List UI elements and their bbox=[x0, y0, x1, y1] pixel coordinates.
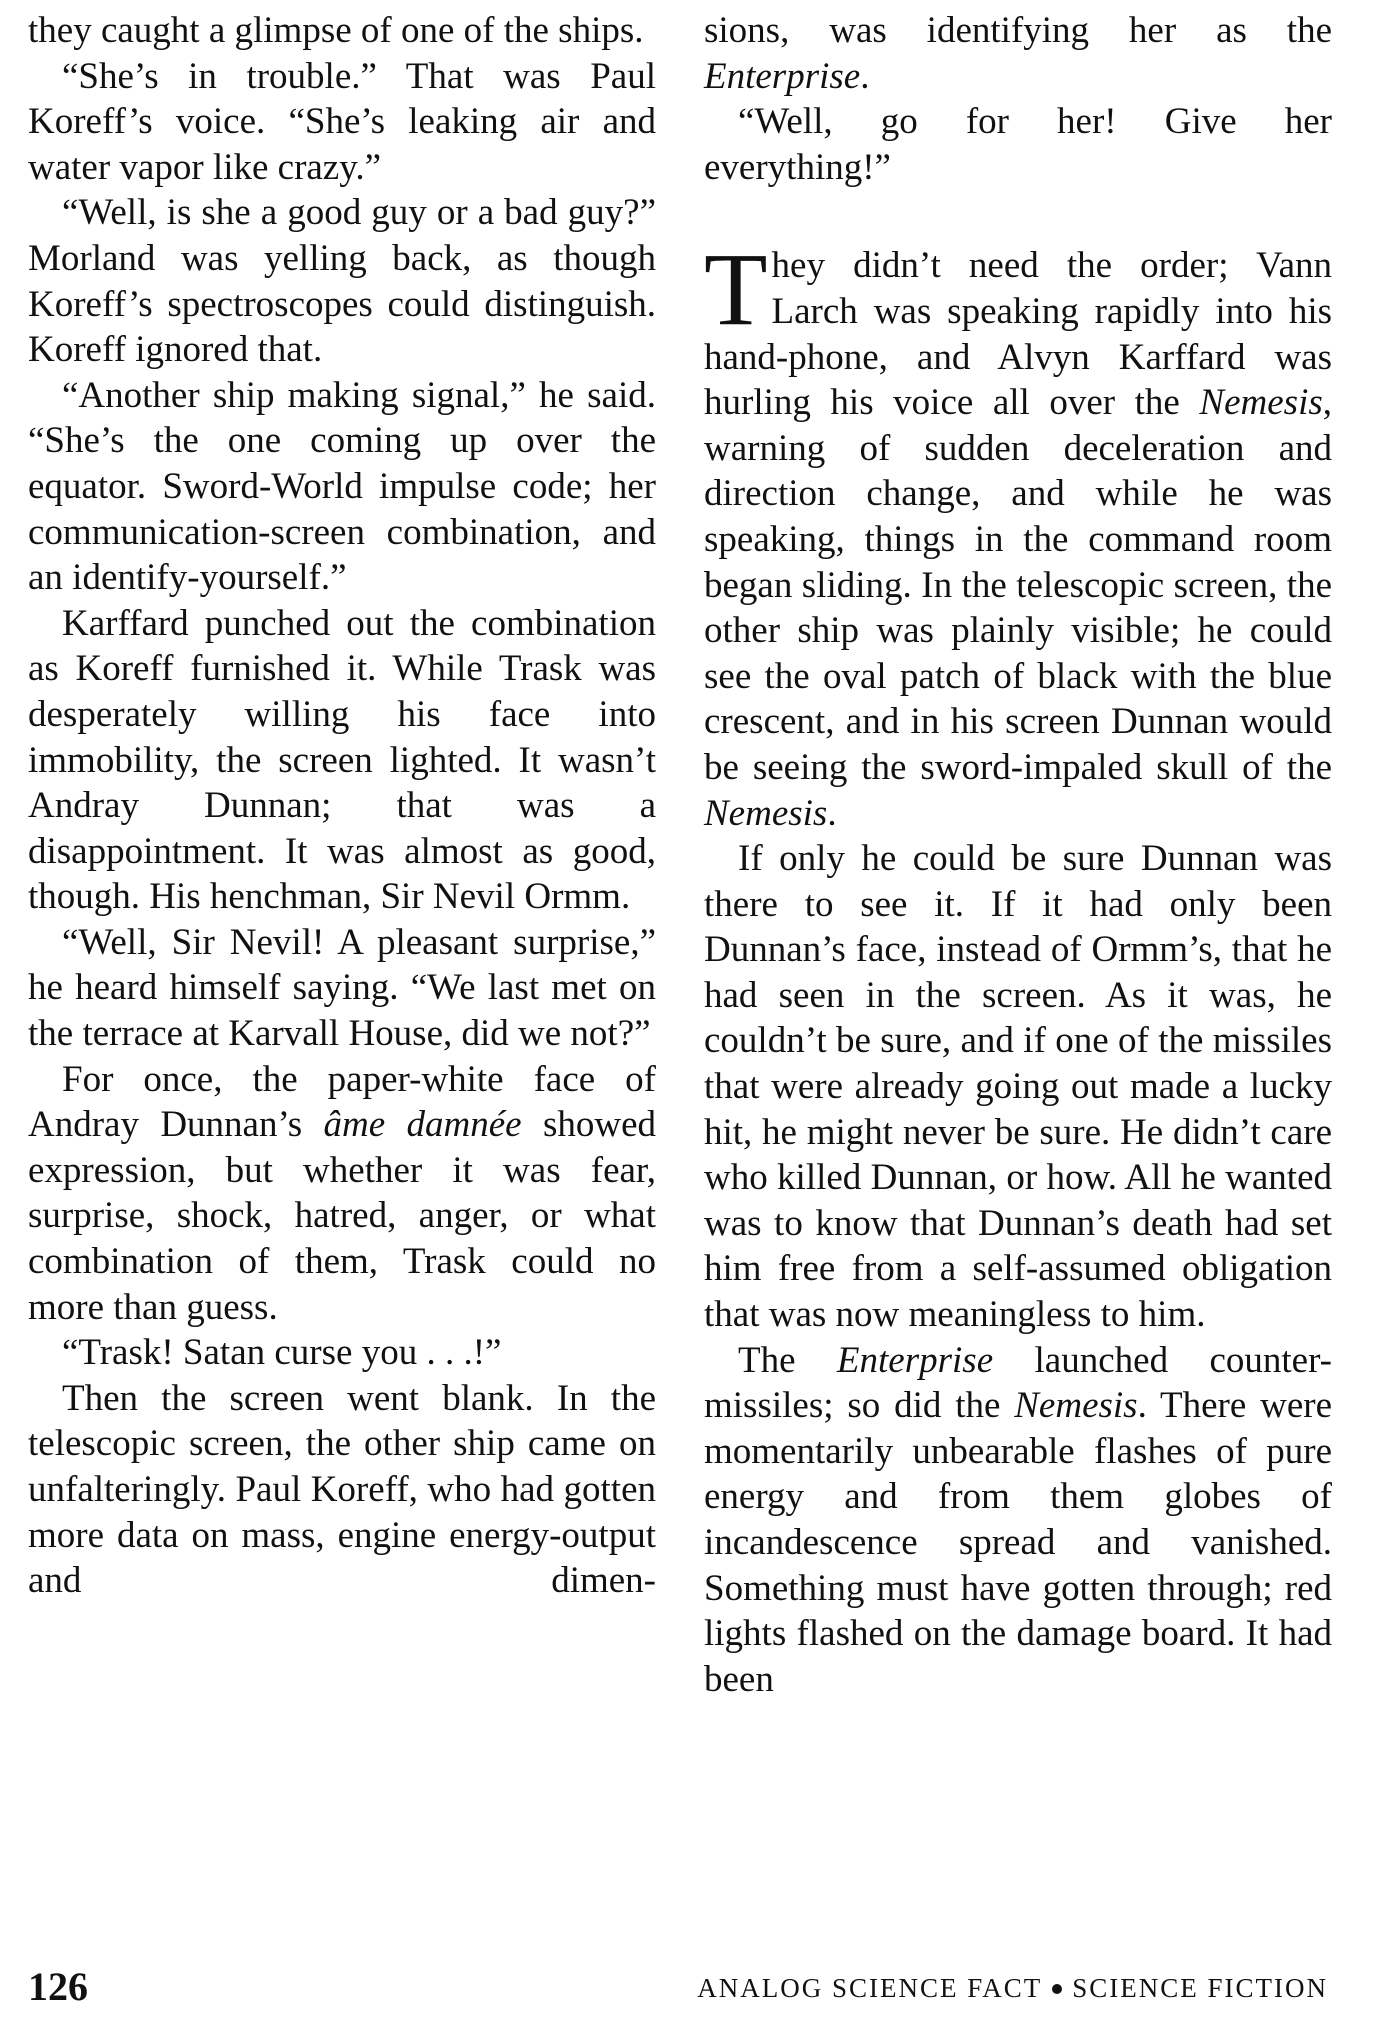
paragraph: Then the screen went blank. In the telescopic screen, the other ship came on unfalteringly. Paul Koreff, who had gotten more data on mass, engine energy-output and dimen- bbox=[28, 1377, 656, 1602]
section-start-paragraph bbox=[704, 232, 1332, 836]
text-run: . bbox=[827, 792, 837, 834]
paragraph: Karffard punched out the combination as Koreff furnished it. While Trask was desperately willing his face into immobility, the screen lighted. It wasn’t Andray Dunnan; that was a disappointment. It was almost as good, though. His henchman, Sir Nevil Ormm. bbox=[28, 602, 656, 918]
paragraph: If only he could be sure Dunnan was there to see it. If it had only been Dunnan’s face, instead of Ormm’s, that he had seen in the screen. As it was, he couldn’t be sure, and if one of the missiles that were already going out made a lucky hit, he might never be sure. He didn’t care who killed Dunnan, or how. All he wanted was to know that Dunnan’s death had set him free from a self-assumed obligation that was now meaningless to him. bbox=[704, 838, 1332, 1336]
bullet-icon bbox=[1052, 1984, 1062, 1994]
running-title-part: SCIENCE FICTION bbox=[1072, 1973, 1328, 2003]
running-title-part: ANALOG SCIENCE FACT bbox=[697, 1973, 1043, 2003]
text-run: launched counter-missiles; so did the bbox=[704, 1339, 1332, 1427]
ship-name: Nemesis bbox=[704, 792, 828, 834]
text-run: , warning of sudden deceleration and direction change, and while he was speaking, things in the command room began sliding. In the telescopic screen, the other ship was plainly visible; he could see the oval patch of black with the blue crescent, and in his screen Dunnan would be seeing the sword-impaled skull of the bbox=[704, 382, 1332, 788]
text-run: . bbox=[860, 55, 870, 97]
italic-phrase: âme damnée bbox=[323, 1104, 522, 1146]
page-number: 126 bbox=[28, 1964, 88, 2009]
ship-name: Enterprise bbox=[704, 55, 861, 97]
paragraph: “Well, go for her! Give her everything!” bbox=[704, 101, 1332, 188]
drop-cap: T bbox=[704, 232, 768, 348]
text-run: The bbox=[738, 1339, 837, 1381]
paragraph: “Another ship making signal,” he said. “She’s the one coming up over the equator. Sword-World impulse code; her communication-screen combination, and an identify-yourself.” bbox=[28, 374, 656, 599]
paragraph: “Well, Sir Nevil! A pleasant surprise,” he heard himself saying. “We last met on the terrace at Karvall House, did we not?” bbox=[28, 921, 656, 1055]
running-title bbox=[697, 1968, 1328, 2008]
page-footer bbox=[28, 1962, 1328, 2012]
paragraph bbox=[704, 1338, 1332, 1703]
text-run: sions, was identifying her as the bbox=[704, 10, 1332, 51]
paragraph: “Trask! Satan curse you . . .!” bbox=[62, 1332, 502, 1374]
paragraph: “She’s in trouble.” That was Paul Koreff’s voice. “She’s leaking air and water vapor like crazy.” bbox=[28, 55, 656, 188]
ship-name: Nemesis bbox=[1199, 382, 1323, 424]
left-column bbox=[28, 8, 656, 1604]
text-run: showed expression, but whether it was fear, surprise, shock, hatred, anger, or what combination of them, Trask could no more than guess. bbox=[28, 1104, 656, 1328]
paragraph bbox=[704, 8, 1332, 99]
ship-name: Nemesis bbox=[1014, 1385, 1138, 1427]
text-run: For once, the paper-white face of Andray Dunnan’s bbox=[28, 1058, 656, 1146]
paragraph bbox=[28, 1057, 656, 1331]
paragraph: “Well, is she a good guy or a bad guy?” Morland was yelling back, as though Koreff’s spectroscopes could distinguish. Koreff ignored that. bbox=[28, 192, 656, 371]
text-run: hey didn’t need the order; Vann Larch was speaking rapidly into his hand-phone, and Alvyn Karffard was hurling his voice all over the bbox=[704, 245, 1332, 424]
paragraph: they caught a glimpse of one of the ships. bbox=[28, 10, 644, 51]
ship-name: Enterprise bbox=[836, 1339, 994, 1381]
text-run: . There were momentarily unbearable flashes of pure energy and from them globes of incandescence spread and vanished. Something must have gotten through; red lights flashed on the damage board. It had been bbox=[704, 1385, 1332, 1700]
right-column bbox=[704, 8, 1332, 1702]
